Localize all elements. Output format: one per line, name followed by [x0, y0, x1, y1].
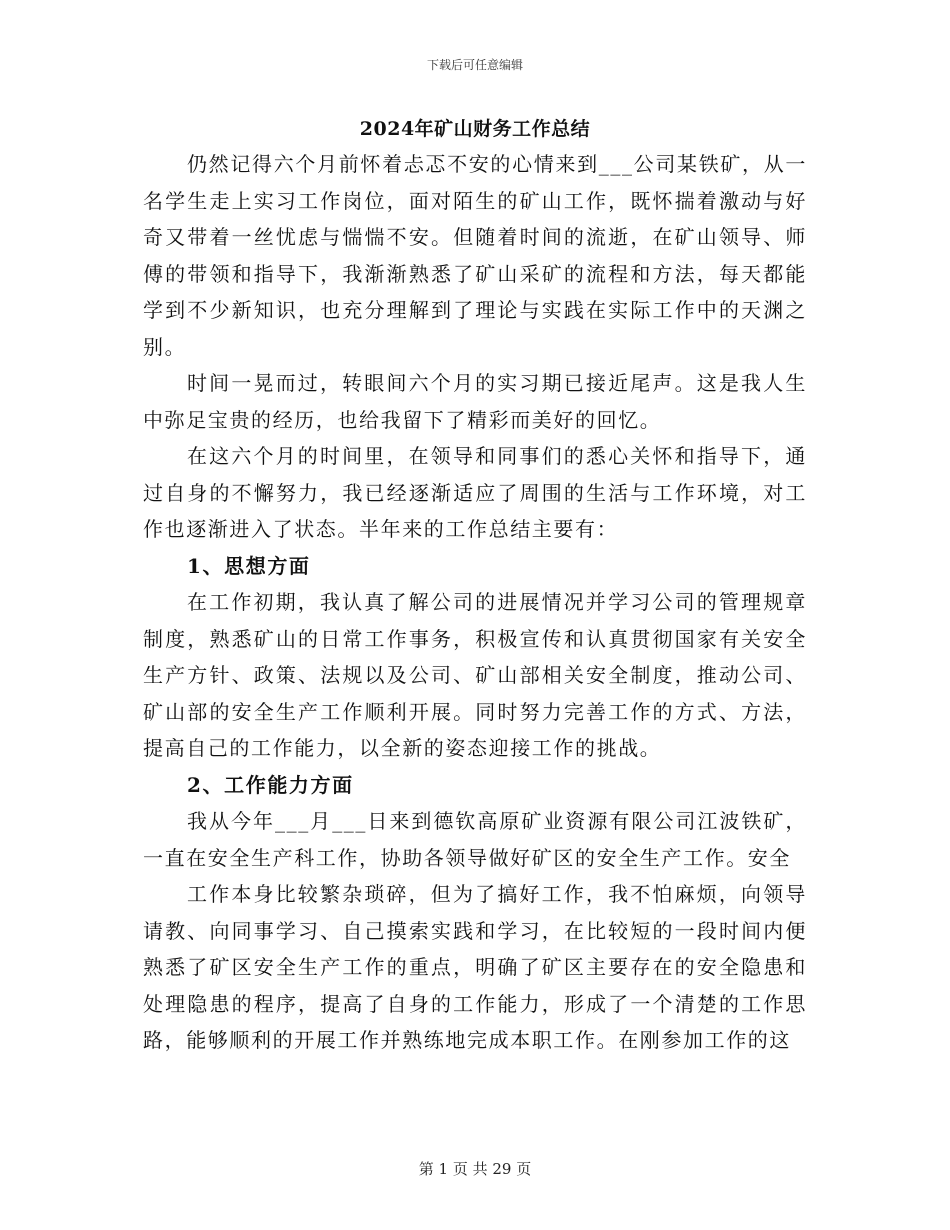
section-heading-thinking: 1、思想方面: [187, 553, 311, 578]
paragraph-ability-continued: 工作本身比较繁杂琐碎，但为了搞好工作，我不怕麻烦，向领导请教、向同事学习、自己摸索实践和学习，在比较短的一段时间内便熟悉了矿区安全生产工作的重点，明确了矿区主要存在的安全隐患和处理隐患的程序，提高了自身的工作能力，形成了一个清楚的工作思路，能够顺利的开展工作并熟练地完成本职工作。在刚参加工作的这: [143, 882, 807, 1052]
document-body: [143, 146, 807, 1059]
document-title: 2024年矿山财务工作总结: [359, 118, 591, 140]
page-footer: 第 1 页 共 29 页: [418, 1160, 532, 1178]
paragraph-ability: 我从今年___月___日来到德钦高原矿业资源有限公司江波铁矿，一直在安全生产科工作，协助各领导做好矿区的安全生产工作。安全: [143, 809, 807, 870]
paragraph-time: 时间一晃而过，转眼间六个月的实习期已接近尾声。这是我人生中弥足宝贵的经历，也给我留下了精彩而美好的回忆。: [143, 371, 807, 432]
section-heading-ability: 2、工作能力方面: [187, 772, 354, 797]
paragraph-intro: 仍然记得六个月前怀着忐忑不安的心情来到___公司某铁矿，从一名学生走上实习工作岗位，面对陌生的矿山工作，既怀揣着激动与好奇又带着一丝忧虑与惴惴不安。但随着时间的流逝，在矿山领导、师傅的带领和指导下，我渐渐熟悉了矿山采矿的流程和方法，每天都能学到不少新知识，也充分理解到了理论与实践在实际工作中的天渊之别。: [143, 152, 807, 359]
paragraph-thinking: 在工作初期，我认真了解公司的进展情况并学习公司的管理规章制度，熟悉矿山的日常工作事务，积极宣传和认真贯彻国家有关安全生产方针、政策、法规以及公司、矿山部相关安全制度，推动公司、矿山部的安全生产工作顺利开展。同时努力完善工作的方式、方法，提高自己的工作能力，以全新的姿态迎接工作的挑战。: [143, 590, 807, 760]
header-note: 下载后可任意编辑: [426, 58, 523, 72]
paragraph-summary: 在这六个月的时间里，在领导和同事们的悉心关怀和指导下，通过自身的不懈努力，我已经逐渐适应了周围的生活与工作环境，对工作也逐渐进入了状态。半年来的工作总结主要有：: [143, 444, 807, 541]
